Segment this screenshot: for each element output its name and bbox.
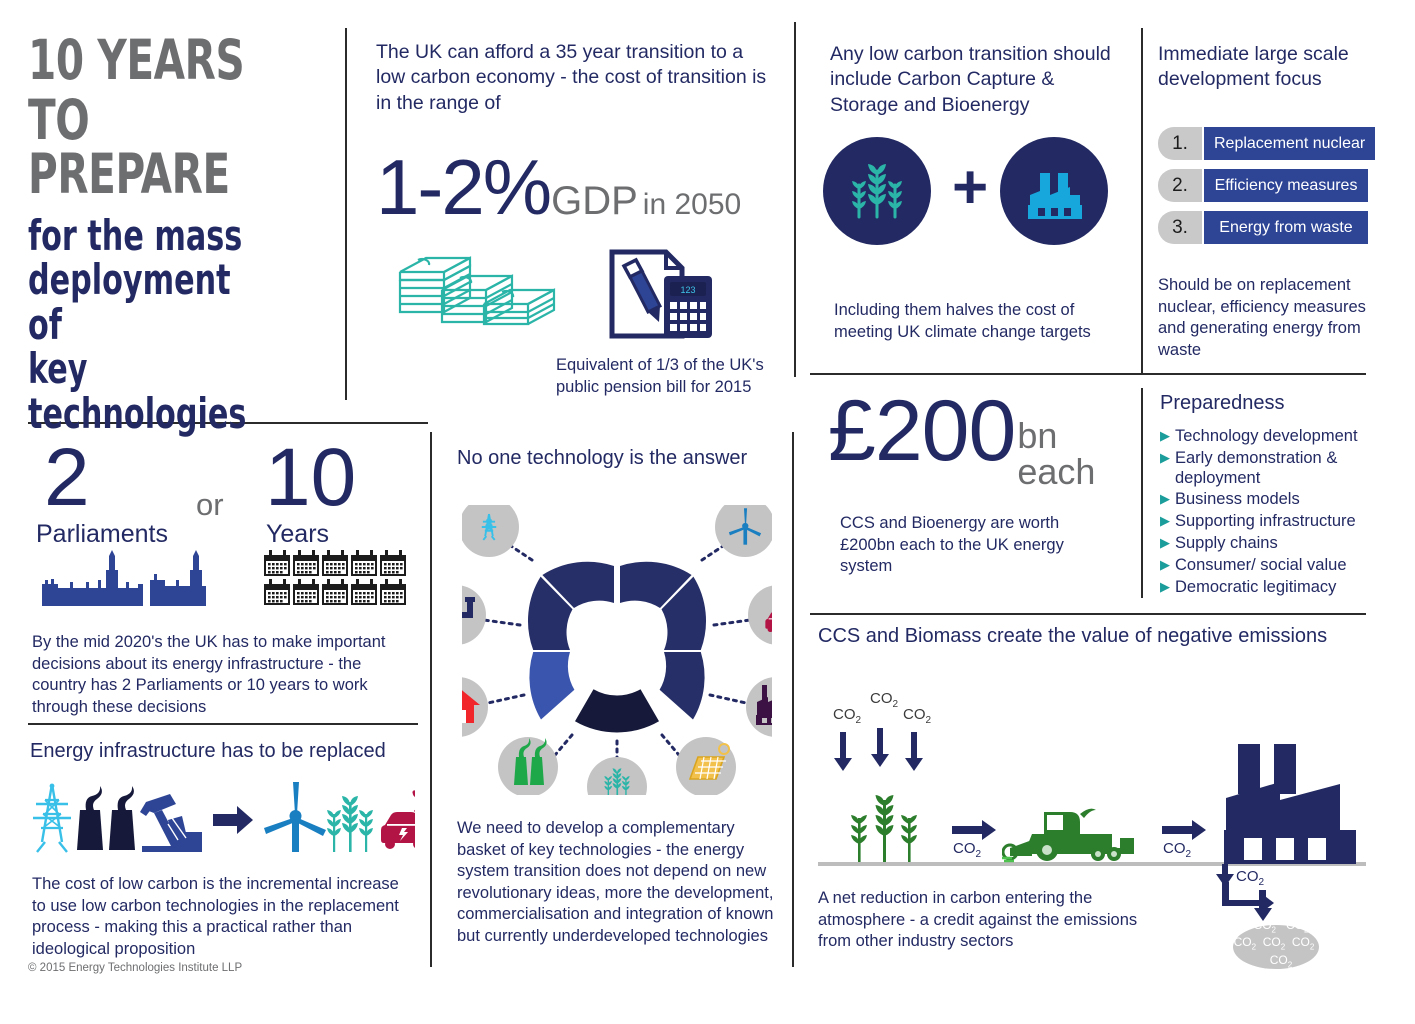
focus-label-1: Replacement nuclear (1204, 127, 1375, 160)
page-title (28, 28, 328, 438)
ccs-caption: Including them halves the cost of meeting UK climate change targets (834, 301, 1091, 341)
arrow-right-icon (952, 820, 998, 840)
donut-icon-bg (748, 585, 772, 645)
cost-caption: Equivalent of 1/3 of the UK's public pension bill for 2015 (556, 356, 764, 396)
cooling-tower-icon (77, 786, 135, 850)
bullet-arrow-icon: ▶ (1160, 534, 1170, 550)
focus-caption: Should be on replacement nuclear, efficiency measures and generating energy from waste (1158, 276, 1366, 359)
list-item (1160, 449, 1375, 489)
arrow-right-icon (1162, 820, 1208, 840)
cloud-co2-row1: $CO_2$ $CO_2$ (1253, 918, 1309, 935)
technology-donut-chart (462, 505, 772, 795)
infrastructure-caption: The cost of low carbon is the incremental increase to use low carbon technologies in the replacement process - making this a practical rather than ideological proposition (32, 875, 399, 958)
preparedness-item-4: Supporting infrastructure (1175, 512, 1356, 531)
svg-text:123: 123 (680, 285, 696, 295)
biomass-wheat-icon (327, 796, 373, 852)
divider-horizontal-left-2 (28, 723, 418, 725)
bullet-arrow-icon: ▶ (1160, 449, 1170, 465)
electric-car-icon (381, 787, 415, 849)
preparedness-item-7: Democratic legitimacy (1175, 577, 1337, 596)
preparedness-item-1: Technology development (1175, 427, 1358, 445)
preparedness-item-5: Supply chains (1175, 533, 1278, 552)
oil-pumpjack-icon (140, 794, 202, 852)
worth-figure (828, 383, 1096, 492)
factory-circle (1000, 137, 1108, 245)
cloud-co2-row3: $CO_2$ (1269, 952, 1293, 970)
co2-label-arrow1: $CO_2$ (953, 840, 982, 860)
worth-bn: bn (1017, 415, 1058, 456)
list-item (1160, 556, 1375, 576)
focus-heading: Immediate large scale development focus (1158, 43, 1349, 91)
years-label: Years (266, 520, 330, 548)
cloud-co2-row2: $CO_2$ $CO_2$ $CO_2$ (1233, 935, 1315, 952)
cost-figure (376, 143, 742, 231)
copyright-notice: © 2015 Energy Technologies Institute LLP (28, 962, 243, 974)
infrastructure-heading: Energy infrastructure has to be replaced (30, 740, 386, 762)
list-item (1160, 427, 1375, 447)
bullet-arrow-icon: ▶ (1160, 578, 1170, 594)
focus-label-3: Energy from waste (1204, 211, 1368, 244)
combine-harvester-icon (1002, 800, 1144, 863)
co2-label-arrow2: $CO_2$ (1163, 840, 1192, 860)
wind-turbine-icon (264, 782, 326, 852)
title-line-2: TO PREPARE (28, 87, 230, 206)
divider-vertical-center-right (792, 432, 794, 967)
power-plant-icon (1222, 742, 1364, 864)
co2-label-left: $CO_2$ (833, 706, 862, 726)
worth-suffix (1017, 415, 1096, 492)
divider-vertical-col2 (794, 22, 796, 377)
cost-intro-text: The UK can afford a 35 year transition to a low carbon economy - the cost of transition is in the range of (376, 41, 767, 114)
title-line-4: deployment of (28, 255, 231, 349)
title-line-3: for the mass (28, 210, 243, 260)
focus-badge-3: 3. (1158, 211, 1202, 244)
pylon-icon (33, 784, 71, 852)
focus-badge-1: 1. (1158, 127, 1202, 160)
list-item (1160, 512, 1375, 532)
infrastructure-icons (30, 780, 415, 860)
donut-segment-3 (529, 652, 574, 720)
negative-heading: CCS and Biomass create the value of negative emissions (818, 625, 1328, 647)
donut-segment-4 (575, 689, 659, 732)
co2-cloud-labels (1233, 918, 1326, 970)
preparedness-list (1160, 427, 1375, 599)
focus-item-3[interactable] (1158, 211, 1375, 244)
negative-caption: A net reduction in carbon entering the atmosphere - a credit against the emissions from other industry sectors (818, 889, 1138, 951)
preparedness-item-3: Business models (1175, 490, 1300, 509)
worth-amount: £200 (828, 383, 1016, 479)
parliaments-number: 2 (44, 432, 90, 523)
arrow-right-icon (213, 806, 253, 834)
co2-label-mid: $CO_2$ (870, 690, 899, 710)
title-line-1: 10 YEARS (28, 28, 245, 92)
factory-icon (1000, 137, 1108, 245)
title-line-5: key technologies (28, 344, 247, 438)
calendar-grid-icon (263, 550, 409, 606)
clipboard-calculator-icon (608, 248, 716, 343)
or-label: or (196, 487, 224, 522)
cost-percent: 1-2% (376, 143, 551, 231)
donut-segments (528, 562, 706, 733)
donut-caption: We need to develop a complementary basket of key technologies - the energy system transition does not depend on new revolutionary ideas, more the development, commercialisation and integration of known but currently underdeveloped technologies (457, 819, 774, 946)
preparedness-heading: Preparedness (1160, 392, 1285, 414)
cost-gdp-label: GDP (551, 179, 638, 223)
bullet-arrow-icon: ▶ (1160, 491, 1170, 507)
bullet-arrow-icon: ▶ (1160, 513, 1170, 529)
donut-segment-5 (660, 652, 705, 720)
bullet-arrow-icon: ▶ (1160, 556, 1170, 572)
focus-label-2: Efficiency measures (1204, 169, 1368, 202)
wheat-crop-icon (840, 792, 930, 862)
preparedness-item-2: Early demonstration & deployment (1175, 448, 1338, 487)
divider-horizontal-right (810, 373, 1366, 375)
donut-heading: No one technology is the answer (457, 447, 748, 469)
bullet-arrow-icon: ▶ (1160, 428, 1170, 443)
focus-item-1[interactable] (1158, 127, 1375, 160)
banknote-stacks-icon (392, 228, 562, 338)
ccs-heading: Any low carbon transition should include Carbon Capture & Storage and Bioenergy (830, 43, 1111, 116)
list-item (1160, 534, 1375, 554)
divider-vertical-center (430, 432, 432, 967)
preparedness-item-6: Consumer/ social value (1175, 555, 1347, 574)
divider-vertical-right-mid (1141, 388, 1143, 598)
divider-vertical-col3 (1141, 28, 1143, 373)
plus-sign: + (952, 153, 989, 222)
divider-vertical-col1 (345, 28, 347, 400)
bioenergy-circle (823, 137, 931, 245)
parliament-silhouette-icon (40, 548, 210, 606)
parliaments-label: Parliaments (36, 520, 168, 548)
focus-badge-2: 2. (1158, 169, 1202, 202)
co2-down-arrows (828, 728, 938, 788)
bioenergy-wheat-icon (823, 137, 931, 245)
list-item (1160, 490, 1375, 510)
focus-item-2[interactable] (1158, 169, 1375, 202)
years-number: 10 (265, 432, 357, 523)
worth-each: each (1017, 451, 1096, 492)
parliaments-caption: By the mid 2020's the UK has to make important decisions about its energy infrastructure - the country has 2 Parliaments or 10 years to work through these decisions (32, 633, 386, 716)
divider-horizontal-right-2 (810, 613, 1366, 615)
list-item (1160, 578, 1375, 598)
co2-label-right: $CO_2$ (903, 706, 932, 726)
worth-caption: CCS and Bioenergy are worth £200bn each to the UK energy system (840, 514, 1064, 576)
cost-year-label: in 2050 (642, 188, 742, 221)
co2-label-pipe: $CO_2$ (1236, 868, 1265, 888)
focus-list (1158, 127, 1375, 253)
